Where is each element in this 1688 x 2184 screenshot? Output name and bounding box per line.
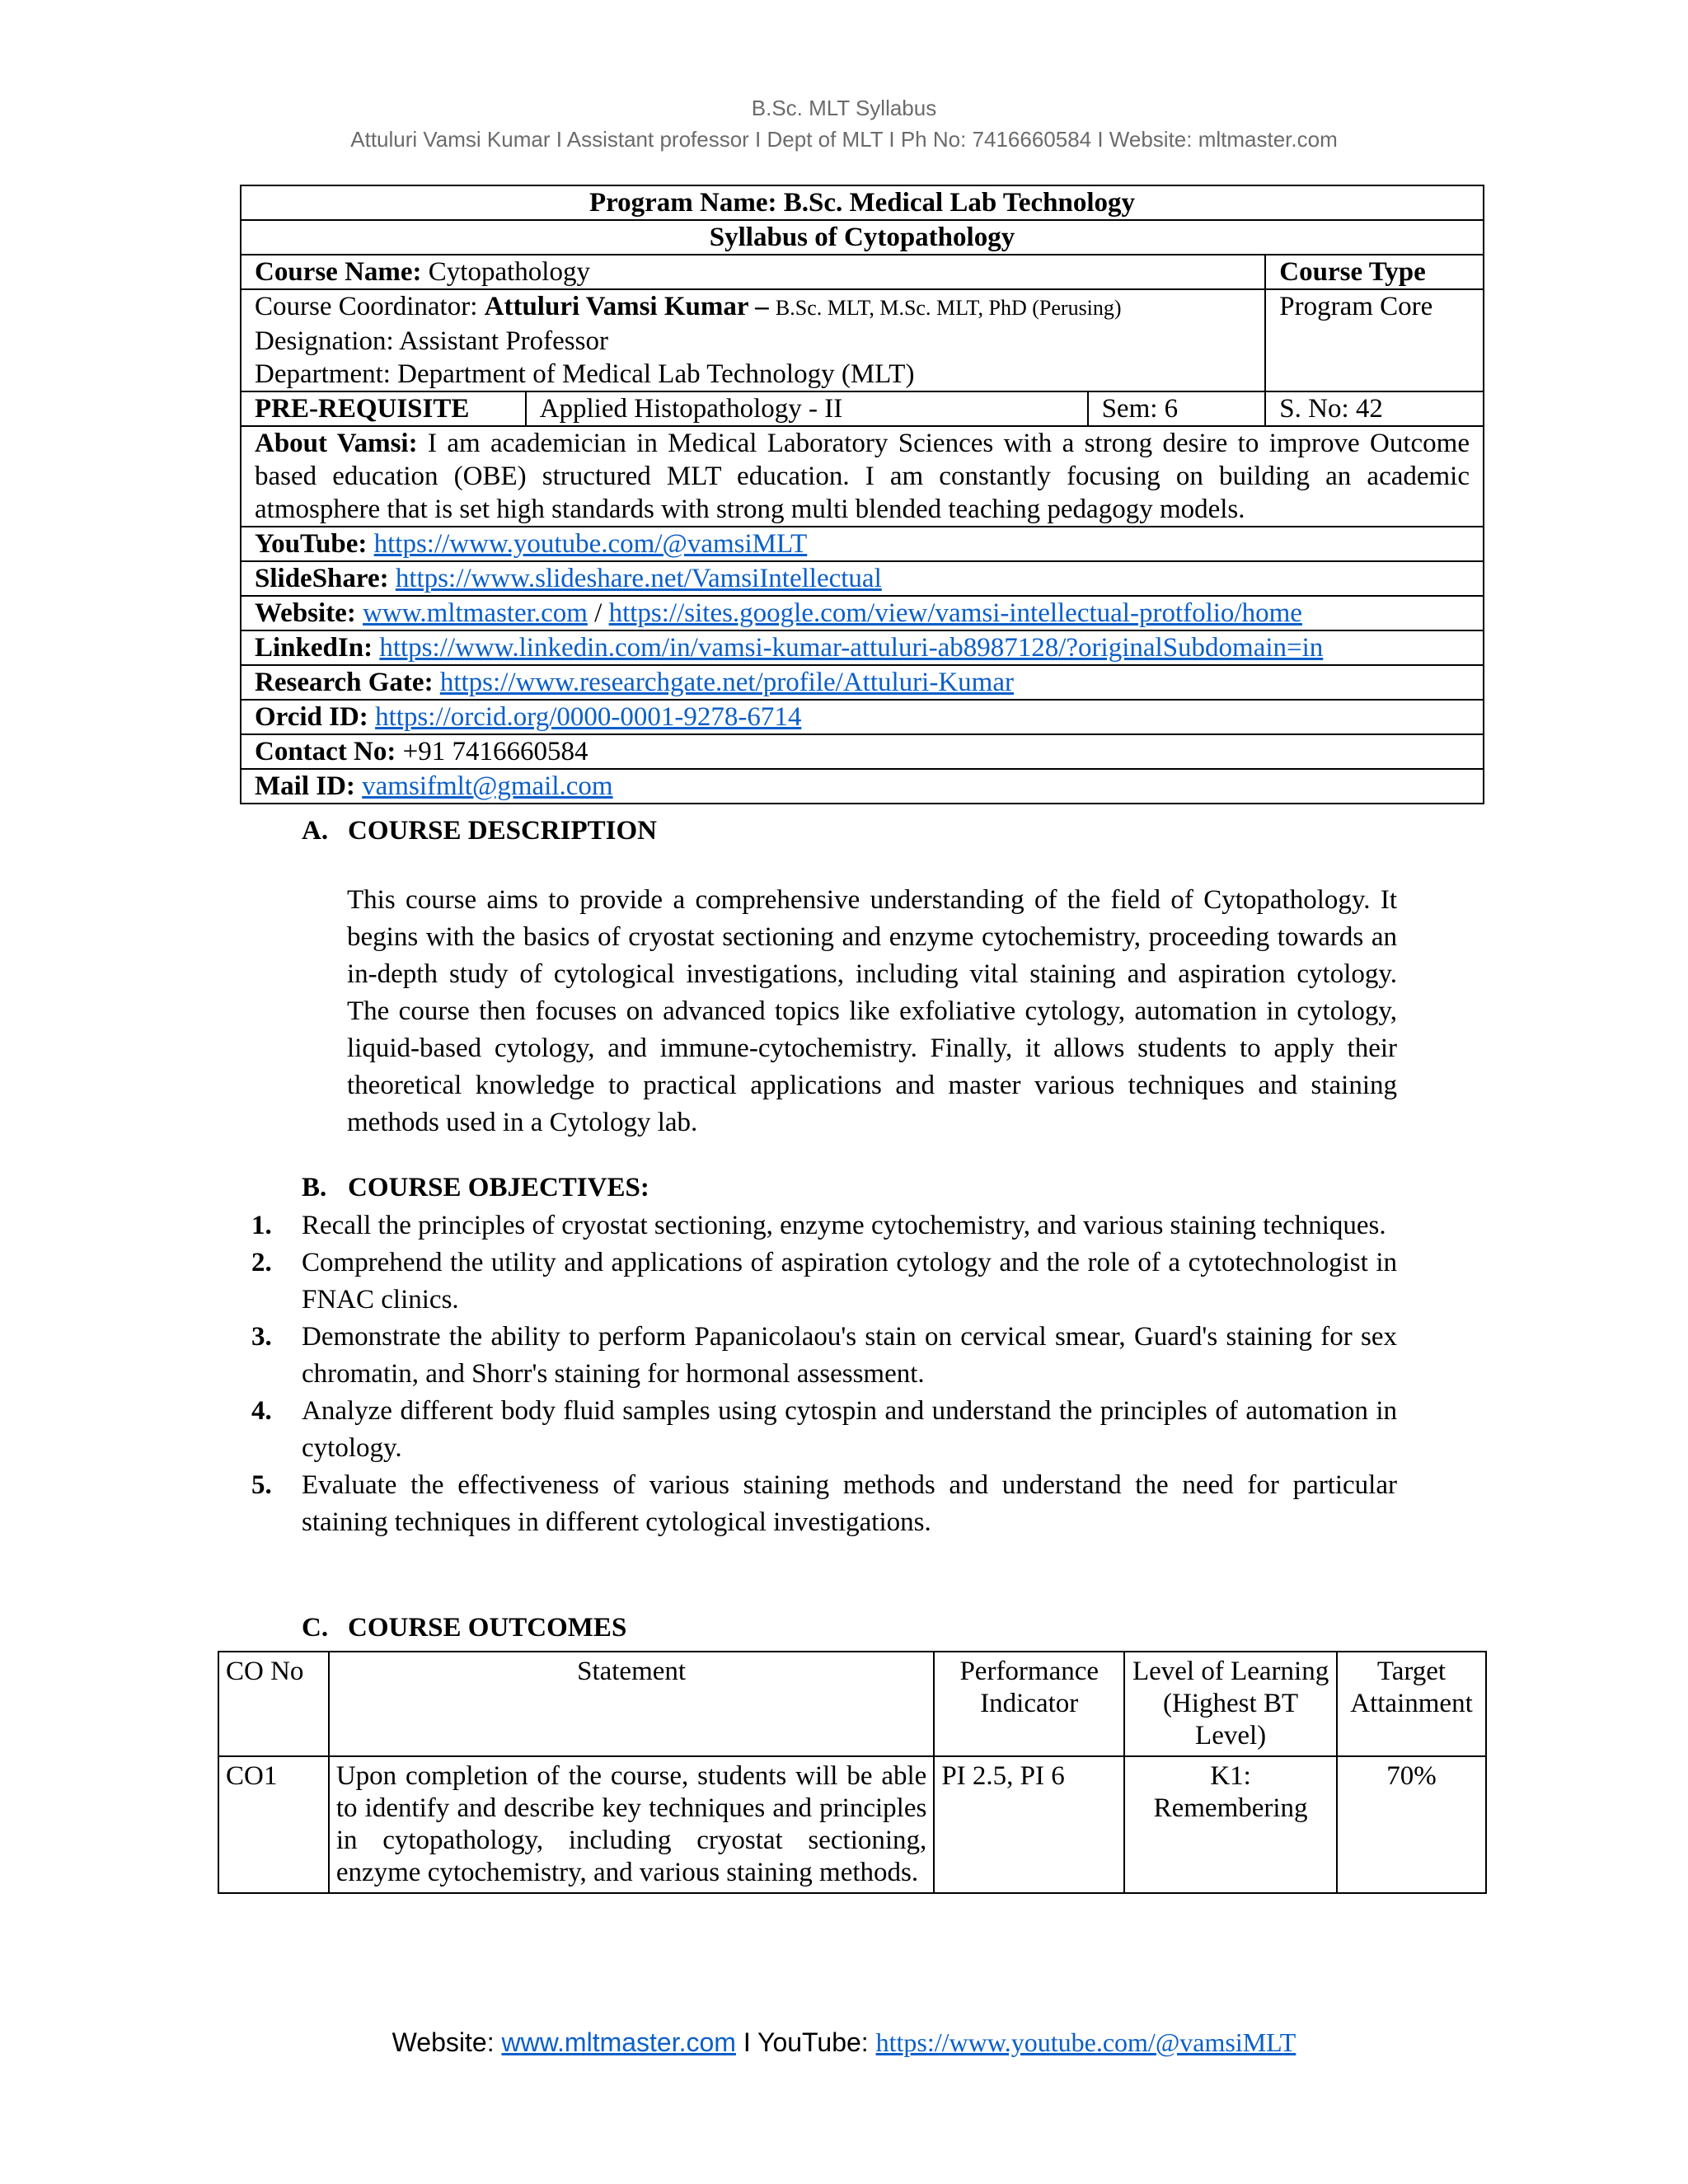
syllabus-title: Syllabus of Cytopathology — [241, 220, 1484, 255]
researchgate-row — [241, 665, 1484, 700]
portfolio-link[interactable]: https://sites.google.com/view/vamsi-intellectual-protfolio/home — [608, 598, 1302, 628]
course-info-table — [240, 185, 1484, 804]
youtube-row — [241, 527, 1484, 561]
about-cell — [241, 426, 1484, 527]
orcid-link[interactable]: https://orcid.org/0000-0001-9278-6714 — [375, 702, 802, 732]
co-number: CO1 — [218, 1756, 329, 1893]
section-title: COURSE OUTCOMES — [348, 1613, 627, 1643]
column-header-co-no: CO No — [218, 1652, 329, 1756]
table-row — [218, 1756, 1486, 1893]
list-item: 3. Demonstrate the ability to perform Papanicolaou's stain on cervical smear, Guard's staining for sex chromatin, and Shorr's staining for hormonal assessment. — [251, 1322, 1397, 1389]
page-footer — [0, 2027, 1688, 2058]
table-header-row — [218, 1652, 1486, 1756]
course-objectives-list — [251, 1207, 1397, 1541]
contact-label: Contact No: — [255, 737, 396, 766]
website-label: Website: — [255, 598, 356, 628]
section-letter: B. — [302, 1173, 327, 1202]
course-outcomes-table — [218, 1651, 1487, 1894]
mail-label: Mail ID: — [255, 771, 355, 801]
section-letter: A. — [302, 816, 329, 846]
semester: Sem: 6 — [1088, 391, 1266, 426]
co-performance-indicator: PI 2.5, PI 6 — [934, 1756, 1124, 1893]
course-type-value: Program Core — [1265, 289, 1484, 391]
department: Department: Department of Medical Lab Technology (MLT) — [255, 359, 915, 389]
column-header-target-attainment: Target Attainment — [1337, 1652, 1486, 1756]
course-objectives-heading — [302, 1173, 649, 1203]
footer-website-link[interactable]: www.mltmaster.com — [501, 2027, 736, 2057]
section-letter: C. — [302, 1613, 329, 1643]
designation: Designation: Assistant Professor — [255, 326, 608, 356]
page-header — [0, 92, 1688, 155]
footer-website-label: Website: — [392, 2027, 502, 2057]
course-description-heading — [302, 816, 657, 846]
linkedin-row — [241, 630, 1484, 665]
column-header-performance-indicator: Performance Indicator — [934, 1652, 1124, 1756]
orcid-label: Orcid ID: — [255, 702, 368, 732]
contact-row — [241, 734, 1484, 769]
youtube-link[interactable]: https://www.youtube.com/@vamsiMLT — [373, 529, 808, 559]
serial-number: S. No: 42 — [1265, 391, 1484, 426]
list-item: 4. Analyze different body fluid samples using cytospin and understand the principles of automation in cytology. — [251, 1396, 1397, 1463]
slideshare-row — [241, 561, 1484, 596]
course-description-text: This course aims to provide a comprehensive understanding of the field of Cytopathology. It begins with the basics of cryostat sectioning and enzyme cytochemistry, proceeding towards an in-depth study of cytological investigations, including vital staining and aspiration cytology. The course then focuses on advanced topics like exfoliative cytology, automation in cytology, liquid-based cytology, and immune-cytochemistry. Finally, it allows students to apply their theoretical knowledge to practical applications and master various techniques and staining methods used in a Cytology lab. — [347, 885, 1397, 1137]
website-row — [241, 596, 1484, 630]
footer-separator: I YouTube: — [735, 2027, 876, 2057]
course-name-row — [241, 255, 1484, 289]
footer-youtube-link[interactable]: https://www.youtube.com/@vamsiMLT — [875, 2027, 1296, 2057]
contact-value: +91 7416660584 — [402, 737, 588, 766]
slideshare-link[interactable]: https://www.slideshare.net/VamsiIntellectual — [395, 564, 882, 593]
header-title: B.Sc. MLT Syllabus — [751, 96, 937, 120]
website-separator: / — [587, 598, 609, 628]
coordinator-cell — [241, 289, 1265, 391]
youtube-label: YouTube: — [255, 529, 368, 559]
prerequisite-label: PRE-REQUISITE — [241, 391, 526, 426]
header-author-line: Attuluri Vamsi Kumar I Assistant professor I Dept of MLT I Ph No: 7416660584 I Website: mltmaster.com — [350, 127, 1338, 152]
mail-link[interactable]: vamsifmlt@gmail.com — [362, 771, 613, 801]
syllabus-title-row — [241, 220, 1484, 255]
about-label: About Vamsi: — [255, 429, 418, 458]
coordinator-name: Attuluri Vamsi Kumar – — [484, 292, 769, 321]
orcid-row — [241, 700, 1484, 734]
course-name-label: Course Name: — [255, 257, 422, 287]
prerequisite-row — [241, 391, 1484, 426]
co-statement: Upon completion of the course, students will be able to identify and describe key techniques and principles in cytopathology, including cryostat sectioning, enzyme cytochemistry, and various staining methods. — [329, 1756, 934, 1893]
section-title: COURSE OBJECTIVES: — [348, 1173, 649, 1202]
about-text: I am academician in Medical Laboratory Sciences with a strong desire to improve Outcome based education (OBE) structured MLT education. I am constantly focusing on building an academic atmosphere that is set high standards with strong multi blended teaching pedagogy models. — [255, 429, 1470, 524]
section-title: COURSE DESCRIPTION — [348, 816, 657, 846]
researchgate-link[interactable]: https://www.researchgate.net/profile/Attuluri-Kumar — [439, 668, 1014, 697]
course-name-value: Cytopathology — [428, 257, 590, 287]
mail-row — [241, 769, 1484, 804]
program-name-row — [241, 185, 1484, 220]
website-link[interactable]: www.mltmaster.com — [363, 598, 588, 628]
column-header-level-of-learning: Level of Learning (Highest BT Level) — [1124, 1652, 1337, 1756]
prerequisite-value: Applied Histopathology - II — [526, 391, 1088, 426]
program-name: Program Name: B.Sc. Medical Lab Technology — [241, 185, 1484, 220]
linkedin-label: LinkedIn: — [255, 633, 373, 663]
co-target-attainment: 70% — [1337, 1756, 1486, 1893]
linkedin-link[interactable]: https://www.linkedin.com/in/vamsi-kumar-attuluri-ab8987128/?originalSubdomain=in — [379, 633, 1324, 663]
column-header-statement: Statement — [329, 1652, 934, 1756]
list-item: 2. Comprehend the utility and applications of aspiration cytology and the role of a cytotechnologist in FNAC clinics. — [251, 1248, 1397, 1315]
researchgate-label: Research Gate: — [255, 668, 434, 697]
about-row — [241, 426, 1484, 527]
course-outcomes-heading — [302, 1613, 626, 1643]
coordinator-row — [241, 289, 1484, 391]
coordinator-qualifications: B.Sc. MLT, M.Sc. MLT, PhD (Perusing) — [775, 296, 1122, 320]
coordinator-label: Course Coordinator: — [255, 292, 478, 321]
list-item: 1. Recall the principles of cryostat sectioning, enzyme cytochemistry, and various staining techniques. — [251, 1211, 1386, 1240]
co-level-of-learning: K1: Remembering — [1124, 1756, 1337, 1893]
course-name-cell — [241, 255, 1265, 289]
slideshare-label: SlideShare: — [255, 564, 389, 593]
list-item: 5. Evaluate the effectiveness of various staining methods and understand the need for particular staining techniques in different cytological investigations. — [251, 1470, 1397, 1537]
course-type-label: Course Type — [1265, 255, 1484, 289]
